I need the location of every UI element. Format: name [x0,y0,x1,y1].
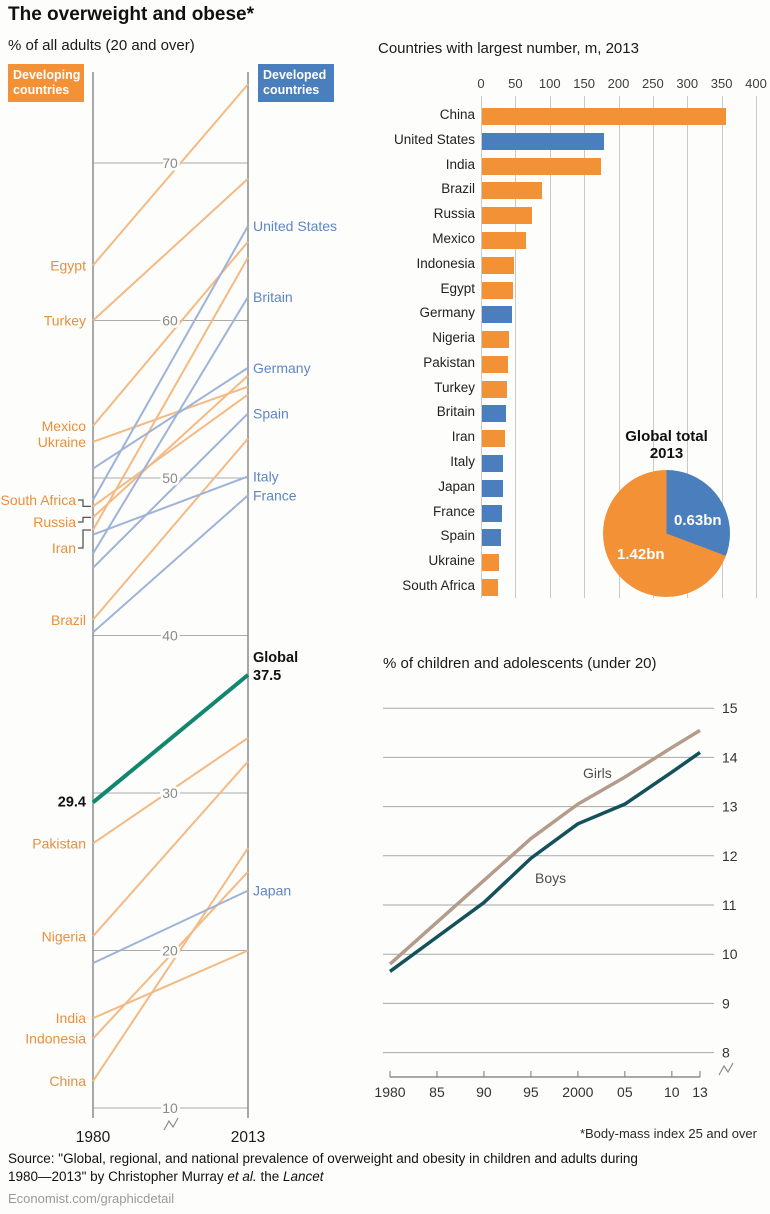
bar-label: Ukraine [428,553,475,569]
country-label-left: China [49,1073,86,1090]
x-tick-label: 90 [476,1084,492,1100]
gridline-label: 10 [722,946,738,963]
bar-axis-tick: 200 [607,76,630,91]
country-label-left: Nigeria [41,928,86,945]
country-label-right: Germany [253,359,311,376]
country-label-left: Egypt [50,257,86,274]
country-label-right: Italy [253,468,279,485]
bar-axis-tick: 300 [676,76,699,91]
global-2013-value: 37.5 [253,667,282,684]
slope-chart-title: % of all adults (20 and over) [8,37,195,54]
bar-south-africa [482,579,498,596]
country-label-right: Spain [253,405,289,422]
bar-axis-tick: 350 [710,76,733,91]
country-label-right: France [253,487,297,504]
gridline-label: 13 [722,798,738,815]
source-line2-mid: the [256,1168,283,1184]
gridline-label: 12 [722,847,738,864]
footnote: *Body-mass index 25 and over [579,1126,757,1141]
bar-label: Mexico [432,230,475,246]
country-label-left: Brazil [50,611,86,628]
year-label: 1980 [75,1129,111,1146]
bar-india [482,158,601,175]
slope-line-united-states [93,226,248,500]
bar-label: India [445,156,475,172]
children-chart-title: % of children and adolescents (under 20) [383,655,657,672]
bar-axis-tick: 100 [538,76,561,91]
bar-pakistan [482,356,508,373]
legend-developing-countries: Developing countries [8,64,84,102]
bar-label: France [432,503,475,519]
pie-chart-title [600,428,733,463]
bar-axis-tick: 400 [745,76,767,91]
bar-brazil [482,182,542,199]
country-label-left: Iran [51,540,76,556]
bar-spain [482,529,501,546]
country-label-left: Turkey [43,312,86,329]
source-line1: Source: "Global, regional, and national prevalence of overweight and obesity in children and adults during [8,1151,638,1166]
bar-label: Italy [450,454,475,470]
country-label-left: South Africa [0,492,76,508]
gridline-label: 8 [722,1044,730,1061]
page-title: The overweight and obese* [8,4,254,25]
pie-label-developed: 0.63bn [674,512,722,529]
boys-line [390,752,700,971]
bar-chart-title: Countries with largest number, m, 2013 [378,40,639,57]
bar-label: Nigeria [432,330,475,346]
slope-line-egypt [93,84,248,265]
country-label-left: Ukraine [37,433,86,450]
bar-label: Egypt [440,280,475,296]
gridline-label: 40 [162,627,178,644]
legend-developed-countries: Developed countries [258,64,334,102]
slope-line-china [93,848,248,1081]
bar-label: Spain [440,528,475,544]
bar-label: Indonesia [416,255,475,271]
children-line-chart [373,645,770,1115]
bar-united-states [482,133,604,150]
label-bracket [78,530,91,548]
bar-label: Britain [436,404,475,420]
slope-line-germany [93,368,248,469]
bar-iran [482,430,505,447]
bar-indonesia [482,257,514,274]
adults-slope-chart [0,56,372,1160]
bar-ukraine [482,554,499,571]
bar-label: Brazil [441,181,475,197]
country-label-right: Britain [253,288,293,305]
source-lancet: Lancet [282,1168,324,1184]
bar-gridline [756,96,757,598]
country-label-left: Indonesia [25,1030,86,1047]
x-tick-label: 95 [523,1084,539,1100]
gridline-label: 30 [162,785,178,801]
bar-label: Japan [438,478,475,494]
slope-line-brazil [93,439,248,620]
gridline-label: 11 [722,897,737,913]
girls-label: Girls [583,765,612,781]
label-bracket [78,500,91,506]
x-tick-label: 05 [617,1084,633,1100]
year-label: 2013 [230,1129,266,1146]
bar-britain [482,405,506,422]
bar-france [482,505,502,522]
global-total-pie [603,470,730,597]
axis-break-icon [164,1118,178,1130]
bar-label: Germany [419,305,475,321]
bar-japan [482,480,503,497]
source-etal: et al. [227,1168,257,1184]
x-tick-label: 2000 [562,1084,594,1100]
gridline-label: 50 [162,470,178,486]
bar-axis-tick: 50 [508,76,523,91]
gridline-label: 60 [162,312,178,329]
country-label-left: Russia [33,514,76,530]
country-label-right: Japan [253,882,292,899]
x-tick-label: 1980 [374,1084,406,1100]
country-label-left: Pakistan [32,835,86,852]
x-tick-label: 85 [429,1084,445,1100]
gridline-label: 10 [162,1100,178,1116]
bar-italy [482,455,503,472]
gridline-label: 9 [722,995,730,1012]
bar-label: Iran [451,429,475,445]
country-label-right: United States [253,218,338,234]
gridline-label: 20 [162,942,178,959]
bar-label: Russia [433,206,475,222]
global-1980-value: 29.4 [57,794,86,811]
bar-russia [482,207,532,224]
bar-china [482,108,726,125]
bar-label: Turkey [434,379,475,395]
pie-label-developing: 1.42bn [617,546,665,563]
gridline-label: 70 [162,155,178,171]
economist-link[interactable]: Economist.com/graphicdetail [8,1191,175,1206]
country-label-left: India [55,1010,86,1027]
bar-label: Pakistan [423,354,475,370]
bar-axis-tick: 250 [642,76,664,91]
bar-label: China [439,107,475,122]
bar-label: South Africa [402,578,475,593]
x-tick-label: 10 [664,1084,680,1100]
gridline-label: 15 [722,700,738,717]
bar-axis-tick: 150 [573,76,595,91]
slope-line-india [93,951,248,1019]
label-bracket [78,517,91,522]
x-tick-label: 13 [692,1084,708,1100]
bar-label: United States [393,131,475,147]
bar-nigeria [482,331,509,348]
bar-germany [482,306,512,323]
boys-label: Boys [535,870,567,886]
axis-break-icon [719,1063,733,1075]
pie-title-line2: 2013 [649,445,684,463]
bar-egypt [482,282,513,299]
gridline-label: 14 [722,749,738,766]
slope-line-global [93,675,248,803]
global-label: Global [253,649,299,666]
source-text [8,1150,764,1185]
bar-mexico [482,232,526,249]
bar-turkey [482,381,507,398]
pie-title-line1: Global total [625,428,708,445]
bar-axis-tick: 0 [477,76,485,91]
source-line2-prefix: 1980—2013" by Christopher Murray [8,1168,228,1184]
country-label-left: Mexico [41,418,86,435]
